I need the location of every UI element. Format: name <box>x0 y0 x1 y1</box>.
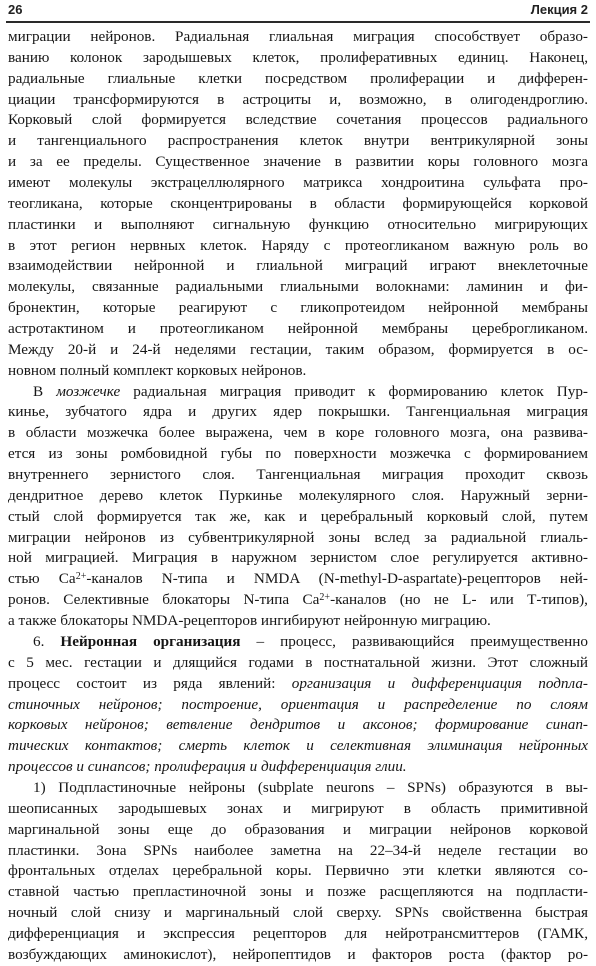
text-line: циации трансформируются в астроциты и, возможно, в олигодендроглию. <box>8 90 588 108</box>
text-line: миграции нейронов из субвентрикулярной зоны вслед за радиальной глиаль- <box>8 528 588 546</box>
text-line: ставной частью препластиночной зоны и позже расщепляются на подпласти- <box>8 883 588 901</box>
superscript: 2+ <box>75 570 87 582</box>
paragraph-migration-cortex <box>8 27 588 382</box>
superscript: 2+ <box>319 591 331 603</box>
running-header <box>8 2 588 20</box>
italic-text: организация и дифференциация подпла- <box>291 674 588 692</box>
text-line <box>8 569 588 590</box>
text-line: астротактином и протеогликаном нейронной мембраны цереброгликаном. <box>8 320 588 338</box>
text-run: ронов. Селективные блокаторы N-типа Са <box>8 591 320 609</box>
text-line <box>8 382 588 403</box>
text-run: радиальная миграция приводит к формированию клеток Пур- <box>120 382 588 400</box>
text-line: ночный слой снизу и маргинальный слой сверху. SPNs свойственна быстрая <box>8 904 588 922</box>
text-line: молекулы, связанные радиальными глиальными волокнами: ламинин и фи- <box>8 278 588 296</box>
text-line: дифференциация и экспрессия рецепторов для нейротрансмиттеров (ГАМК, <box>8 924 588 942</box>
text-run: процесс состоит из ряда явлений: <box>8 674 292 692</box>
text-line: имеют молекулы экстрацеллюлярного матрикса хондроитина сульфата про- <box>8 174 588 192</box>
page-body <box>8 27 588 966</box>
italic-line: тических контактов; смерть клеток и селективная элиминация нейронных <box>8 737 588 755</box>
text-line: Корковый слой формируется вследствие сочетания процессов радиального <box>8 111 588 129</box>
text-run: – процесс, развивающийся преимущественно <box>240 632 588 650</box>
text-line: миграции нейронов. Радиальная глиальная миграция способствует образо- <box>8 28 588 45</box>
text-line: в области мозжечка более выражена, чем в коре головного мозга, она развива- <box>8 424 588 442</box>
text-line: теогликана, которые сконцентрированы в области формирующейся корковой <box>8 194 588 212</box>
text-run: -каналов (но не L- или Т-типов), <box>330 591 588 609</box>
text-line: ной миграцией. Миграция в наружном зернистом слое регулируется активно- <box>8 549 588 567</box>
text-run: -каналов N-типа и NMDA (N-methyl-D-aspartate)-рецепторов ней- <box>86 570 588 588</box>
text-line: а также блокаторы NMDA-рецепторов ингибируют нейронную миграцию. <box>8 612 491 630</box>
paragraph-cerebellum <box>8 382 588 632</box>
text-line: фронтальных отделах церебральной коры. Первично эти клетки являются со- <box>8 862 588 880</box>
text-line: и тангенциального распространения клеток внутри вентрикулярной зоны <box>8 132 588 150</box>
item-number: 6. <box>33 632 61 650</box>
text-line <box>8 632 588 653</box>
text-line: пластинки и выполняют сигнальную функцию относительно мигрирующих <box>8 215 588 233</box>
text-line: и за ее пределы. Существенное значение в развитии коры головного мозга <box>8 153 588 171</box>
text-line: новном полный комплект корковых нейронов. <box>8 361 307 379</box>
text-run: стью Са <box>8 570 76 588</box>
text-line: кинье, зубчатого ядра и других ядер покрышки. Тангенциальная миграция <box>8 403 588 421</box>
paragraph-neuronal-organization <box>8 632 588 778</box>
text-line: в этот регион нервных клеток. Наряду с протеогликаном важную роль во <box>8 236 588 254</box>
text-line: возбуждающих аминокислот), нейропептидов и факторов роста (фактор ро- <box>8 945 588 963</box>
italic-line: корковых нейронов; ветвление дендритов и аксонов; формирование синап- <box>8 716 588 734</box>
text-line: с 5 мес. гестации и длящийся годами в постнатальной жизни. Этот сложный <box>8 653 588 671</box>
text-line: шеописанных зародышевых зонах и мигрируют в область примитивной <box>8 799 588 817</box>
text-line: радиальные глиальные клетки посредством пролиферации и дифферен- <box>8 69 588 87</box>
text-line: стый слой формируется так же, как и церебральный корковый слой, путем <box>8 507 588 525</box>
bold-term: Нейронная организация <box>60 632 241 650</box>
text-line: 1) Подпластиночные нейроны (subplate neurons – SPNs) образуются в вы- <box>33 778 588 796</box>
italic-term: мозжечке <box>56 382 121 400</box>
text-line: дендритное дерево клеток Пуркинье молекулярного слоя. Наружный зерни- <box>8 486 588 504</box>
text-line: ется из зоны ромбовидной губы по поверхности мозжечка с формированием <box>8 445 588 463</box>
section-title: Лекция 2 <box>530 2 588 17</box>
text-line: Между 20-й и 24-й неделями гестации, таким образом, формируется в ос- <box>8 340 588 358</box>
page-number: 26 <box>8 2 23 17</box>
paragraph-subplate-neurons <box>8 778 588 966</box>
text-line <box>8 590 588 611</box>
text-run: В <box>33 382 57 400</box>
italic-line: стиночных нейронов; построение, ориентация и распределение по слоям <box>8 695 588 713</box>
text-line: бронектин, которые реагируют с гликопротеидом нейронной мембраны <box>8 299 588 317</box>
header-rule <box>6 21 590 23</box>
text-line: внутреннего зернистого слоя. Тангенциальная миграция проходит сквозь <box>8 466 588 484</box>
text-line <box>8 674 588 695</box>
text-line: пластинки. Зона SPNs наиболее заметна на 22–34-й неделе гестации во <box>8 841 588 859</box>
text-line: взаимодействии нейронной и глиальной миграций играют внеклеточные <box>8 257 588 275</box>
italic-line: процессов и синапсов; пролиферация и дифференциация глии. <box>8 758 407 776</box>
text-line: ванию колонок зародышевых клеток, пролиферативных единиц. Наконец, <box>8 48 588 66</box>
text-line: маргинальной зоны еще до образования и миграции нейронов корковой <box>8 820 588 838</box>
